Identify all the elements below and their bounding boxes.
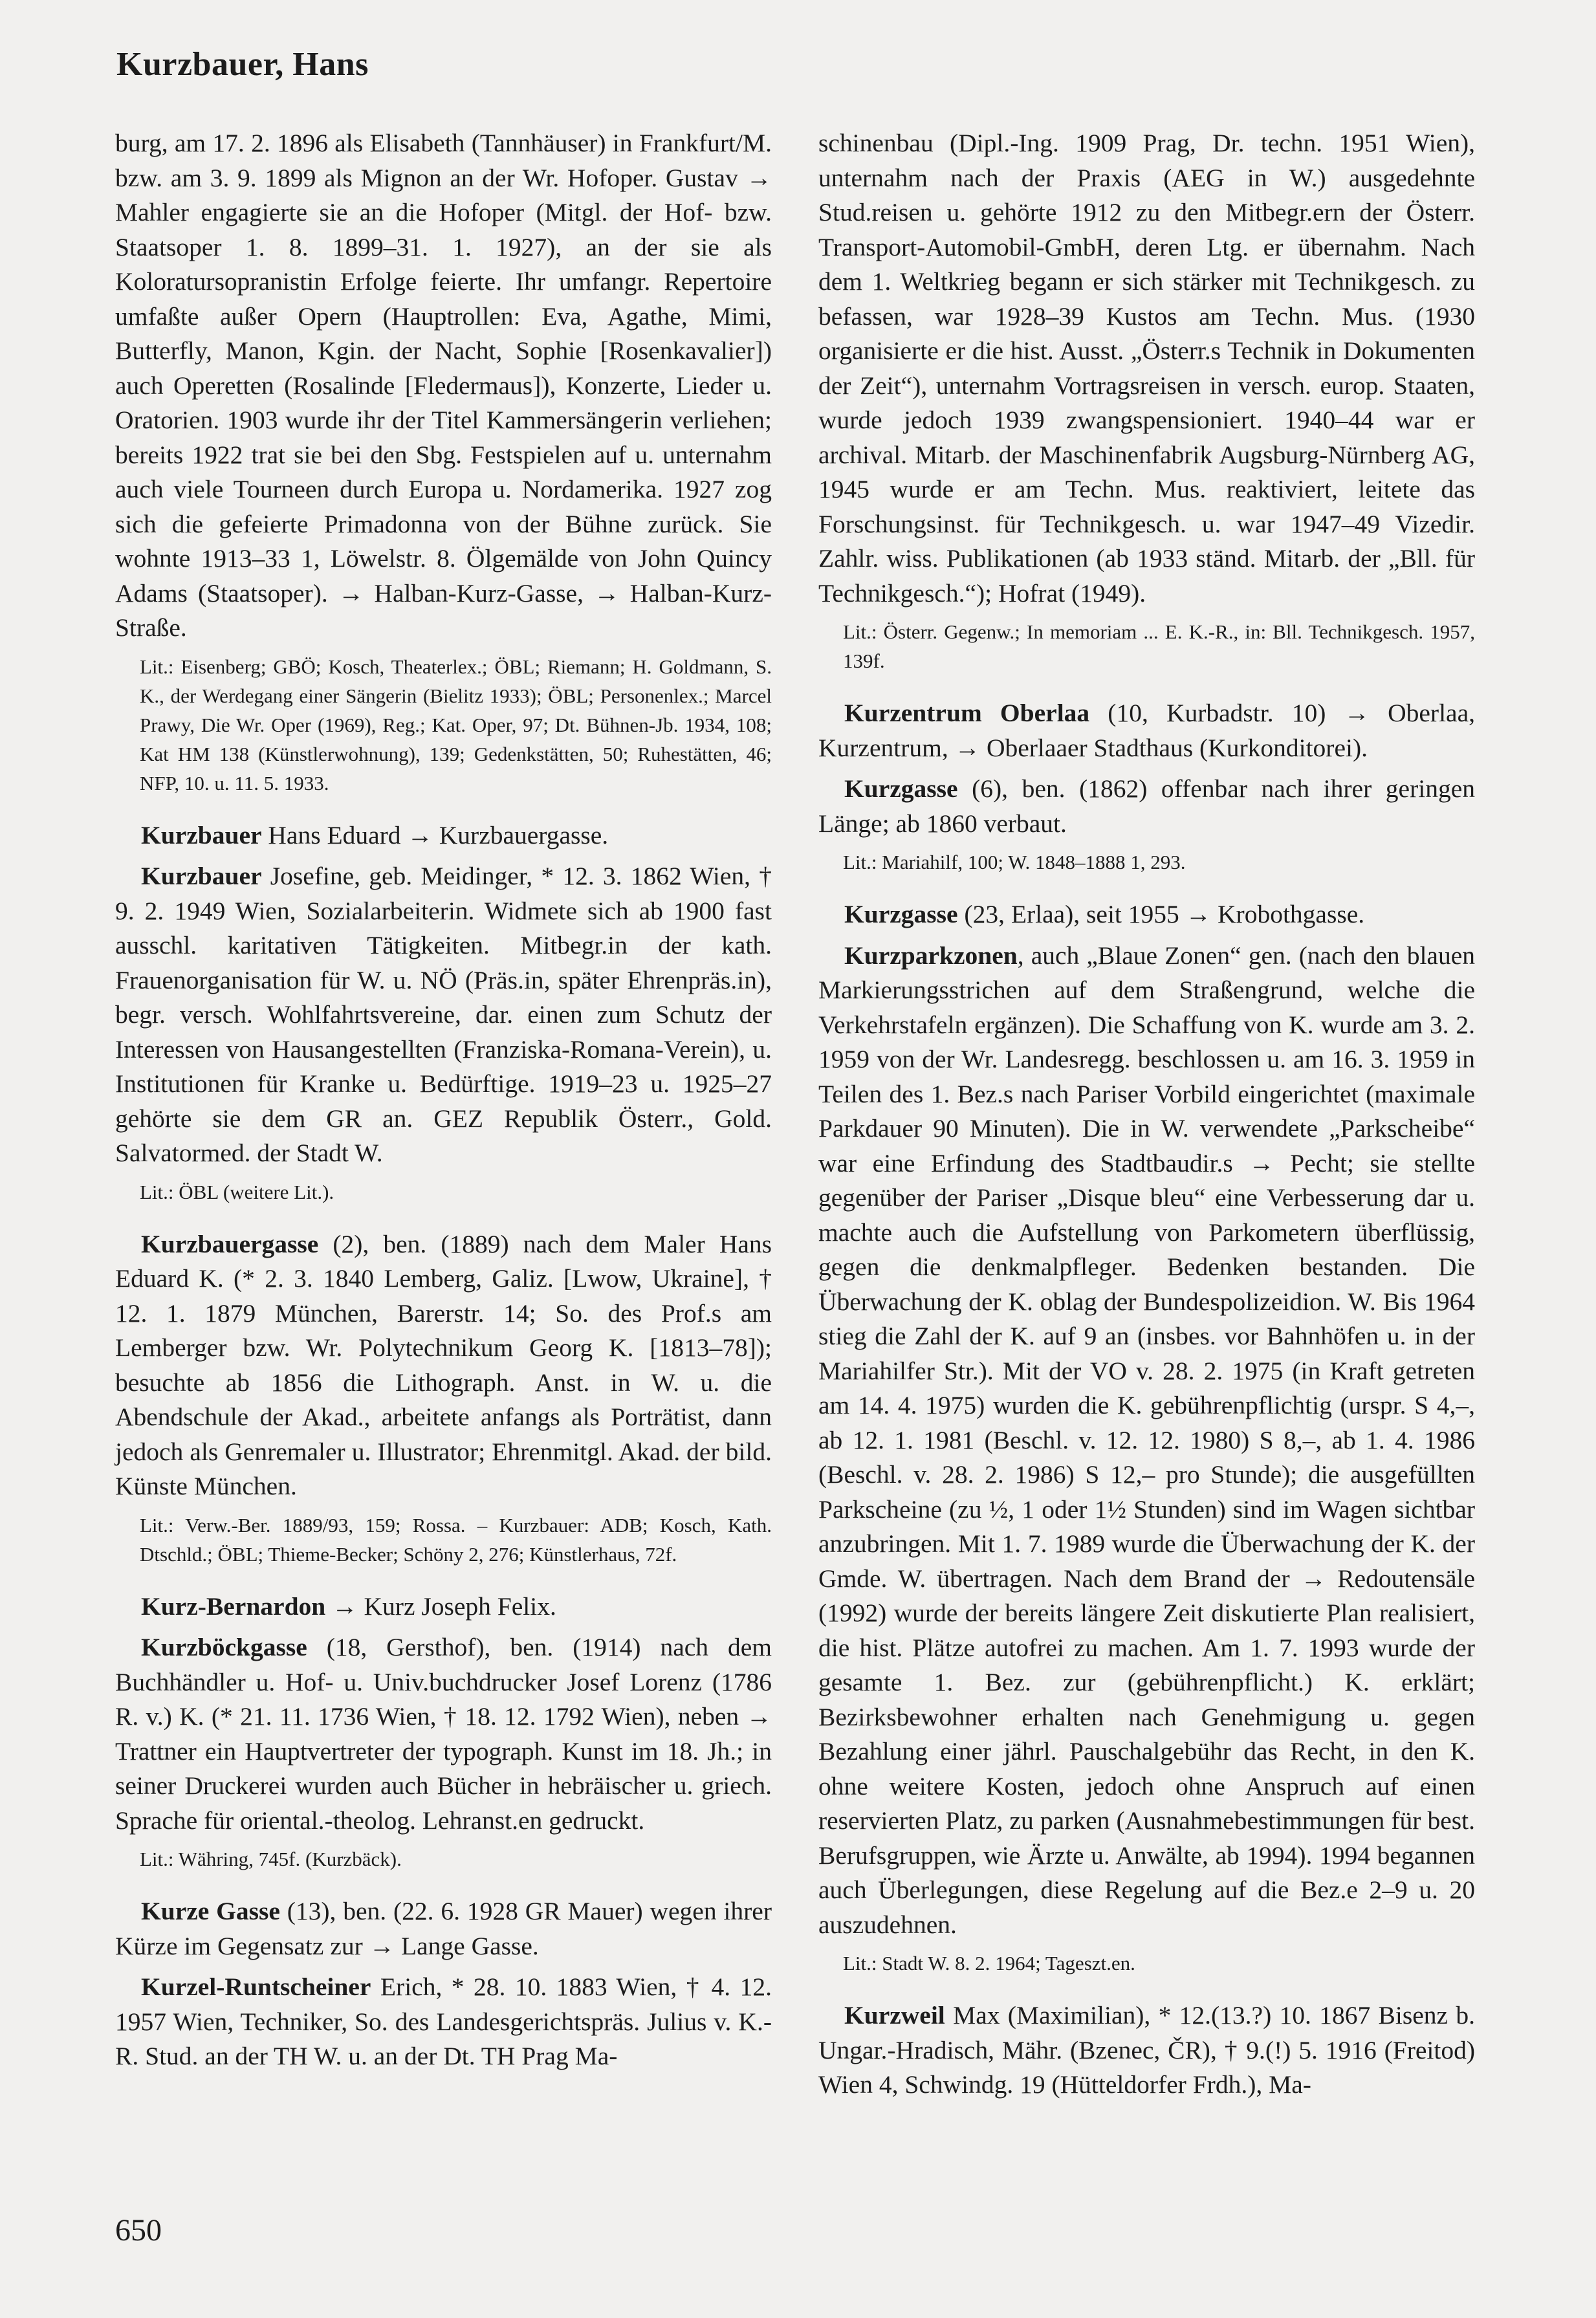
- entry-kurzbauergasse: [115, 1227, 772, 1504]
- entry-kurzparkzonen: [818, 939, 1475, 1943]
- entry-kurzbauer-josefine: [115, 859, 772, 1171]
- entry-headword: Kurzel-Runtscheiner: [141, 1973, 371, 2001]
- entry-headword: Kurzbauer: [141, 820, 262, 849]
- entry-continuation: burg, am 17. 2. 1896 als Elisabeth (Tannhäuser) in Frankfurt/M. bzw. am 3. 9. 1899 als Mignon an der Wr. Hofoper. Gustav → Mahler engagierte sie an die Hofoper (Mitgl. der Hof- bzw. Staatsoper 1. 8. 1899–31. 1. 1927), an der sie als Koloratursopranistin Erfolge feierte. Ihr umfangr. Repertoire umfaßte außer Opern (Hauptrollen: Eva, Agathe, Mimi, Butterfly, Manon, Kgin. der Nacht, Sophie [Rosenkavalier]) auch Operetten (Rosalinde [Fledermaus]), Konzerte, Lieder u. Oratorien. 1903 wurde ihr der Titel Kammersängerin verliehen; bereits 1922 trat sie bei den Sbg. Festspielen auf u. unternahm auch viele Tourneen durch Europa u. Nordamerika. 1927 zog sich die gefeierte Primadonna von der Bühne zurück. Sie wohnte 1913–33 1, Löwelstr. 8. Ölgemälde von John Quincy Adams (Staatsoper). → Halban-Kurz-Gasse, → Halban-Kurz-Straße.: [115, 129, 772, 642]
- entry-body: → Kurz Joseph Felix.: [325, 1591, 556, 1621]
- literature-note: Lit.: ÖBL (weitere Lit.).: [140, 1180, 334, 1203]
- literature-note: Lit.: Österr. Gegenw.; In memoriam ... E. K.-R., in: Bll. Technikgesch. 1957, 139f.: [843, 620, 1475, 672]
- entry-body: Erich, * 28. 10. 1883 Wien, † 4. 12. 1957 Wien, Techniker, So. des Landesgerichtspräs. Julius v. K.-R. Stud. an der TH W. u. an der Dt. TH Prag Ma-: [115, 1973, 772, 2070]
- literature-note: Lit.: Verw.-Ber. 1889/93, 159; Rossa. – Kurzbauer: ADB; Kosch, Kath. Dtschld.; ÖBL; Thieme-Becker; Schöny 2, 276; Künstlerhaus, 72f.: [140, 1513, 772, 1566]
- right-column: [818, 126, 1475, 2109]
- entry-kurzentrum-oberlaa: [818, 696, 1475, 765]
- literature-note: Lit.: Währing, 745f. (Kurzbäck).: [140, 1848, 402, 1870]
- entry-body: (13), ben. (22. 6. 1928 GR Mauer) wegen ihrer Kürze im Gegensatz zur → Lange Gasse.: [115, 1897, 772, 1960]
- entry-headword: Kurzböckgasse: [141, 1633, 307, 1661]
- entry-headword: Kurz-Bernardon: [141, 1591, 326, 1621]
- entry-body: Max (Maximilian), * 12.(13.?) 10. 1867 Bisenz b. Ungar.-Hradisch, Mähr. (Bzenec, ČR), † 9.(!) 5. 1916 (Freitod) Wien 4, Schwindg. 19 (Hütteldorfer Frdh.), Ma-: [818, 2001, 1475, 2099]
- entry-kurzel-runtscheiner: [115, 1970, 772, 2074]
- entry-body: , auch „Blaue Zonen“ gen. (nach den blauen Markierungsstrichen auf dem Straßengrund, welche die Verkehrstafeln ergänzen). Die Schaffung von K. wurde am 3. 2. 1959 von der Wr. Landesregg. beschlossen u. am 16. 3. 1959 in Teilen des 1. Bez.s nach Pariser Vorbild eingerichtet (maximale Parkdauer 90 Minuten). Die in W. verwendete „Parkscheibe“ war eine Erfindung des Stadtbaudir.s → Pecht; sie stellte gegenüber der Pariser „Disque bleu“ eine Verbesserung dar u. machte auch die Aufstellung von Parkometern überflüssig, gegen die denkmalpfleger. Bedenken bestanden. Die Überwachung der K. oblag der Bundespolizeidion. W. Bis 1964 stieg die Zahl der K. auf 9 an (insbes. vor Bahnhöfen u. in der Mariahilfer Str.). Mit der VO v. 28. 2. 1975 (in Kraft getreten am 14. 4. 1975) wurden die K. gebührenpflichtig (urspr. S 4,–, ab 12. 1. 1981 (Beschl. v. 12. 12. 1980) S 8,–, ab 1. 4. 1986 (Beschl. v. 28. 2. 1986) S 12,– pro Stunde); die ausgefüllten Parkscheine (zu ½, 1 oder 1½ Stunden) sind im Wagen sichtbar anzubringen. Mit 1. 7. 1989 wurde die Überwachung der K. der Gmde. W. übertragen. Nach dem Brand der → Redoutensäle (1992) wurde der bereits längere Zeit diskutierte Plan realisiert, die hist. Plätze autofrei zu machen. Am 1. 7. 1993 wurde der gesamte 1. Bez. zur (gebührenpflicht.) K. erklärt; Bezirksbewohner erhalten nach Genehmigung u. gegen Bezahlung einer jährl. Pauschalgebühr das Recht, in den K. ohne weitere Kosten, jedoch ohne Anspruch auf einen reservierten Platz, zu parken (Ausnahmebestimmungen für best. Berufsgruppen, wie Ärzte u. Anwälte, ab 1994). 1994 begannen auch Überlegungen, diese Regelung auf die Bez.e 2–9 u. 20 auszudehnen.: [818, 941, 1475, 1939]
- entry-body: (2), ben. (1889) nach dem Maler Hans Eduard K. (* 2. 3. 1840 Lemberg, Galiz. [Lwow, Ukraine], † 12. 1. 1879 München, Barerstr. 14; So. des Prof.s am Lemberger bzw. Wr. Polytechnikum Georg K. [1813–78]); besuchte ab 1856 die Lithograph. Anst. in W. u. die Abendschule der Akad., arbeitete anfangs als Porträtist, dann jedoch als Genremaler u. Illustrator; Ehrenmitgl. Akad. der bild. Künste München.: [115, 1229, 772, 1500]
- entry-body: Josefine, geb. Meidinger, * 12. 3. 1862 Wien, † 9. 2. 1949 Wien, Sozialarbeiterin. Widmete sich ab 1900 fast ausschl. karitativen Tätigkeiten. Mitbegr.in der kath. Frauenorganisation für W. u. NÖ (Präs.in, später Ehrenpräs.in), begr. versch. Wohlfahrtsvereine, dar. einen zum Schutz der Interessen von Hausangestellten (Franziska-Romana-Verein), u. Institutionen für Kranke u. Bedürftige. 1919–23 u. 1925–27 gehörte sie dem GR an. GEZ Republik Österr., Gold. Salvatormed. der Stadt W.: [115, 862, 772, 1167]
- entry-kurz-bernardon: [115, 1590, 772, 1624]
- entry-kurzweil: [818, 1998, 1475, 2103]
- entry-headword: Kurzgasse: [844, 774, 958, 803]
- entry-headword: Kurzweil: [844, 2001, 945, 2029]
- entry-body: (18, Gersthof), ben. (1914) nach dem Buchhändler u. Hof- u. Univ.buchdrucker Josef Lorenz (1786 R. v.) K. (* 21. 11. 1736 Wien, † 18. 12. 1792 Wien), neben → Trattner ein Hauptvertreter der typograph. Kunst im 18. Jh.; in seiner Druckerei wurden auch Bücher in hebräischer u. griech. Sprache für oriental.-theolog. Lehranst.en gedruckt.: [115, 1633, 772, 1835]
- entry-body: (10, Kurbadstr. 10) → Oberlaa, Kurzentrum, → Oberlaaer Stadthaus (Kurkonditorei).: [818, 699, 1475, 762]
- entry-headword: Kurzbauergasse: [141, 1229, 319, 1258]
- page-header-title: Kurzbauer, Hans: [116, 46, 369, 83]
- entry-body: (6), ben. (1862) offenbar nach ihrer geringen Länge; ab 1860 verbaut.: [818, 774, 1475, 838]
- left-column: [115, 126, 772, 2081]
- entry-kurze-gasse: [115, 1894, 772, 1963]
- entry-continuation: schinenbau (Dipl.-Ing. 1909 Prag, Dr. techn. 1951 Wien), unternahm nach der Praxis (AEG in W.) ausgedehnte Stud.reisen u. gehörte 1912 zu den Mitbegr.ern der Österr. Transport-Automobil-GmbH, deren Ltg. er übernahm. Nach dem 1. Weltkrieg begann er sich stärker mit Technikgesch. zu befassen, war 1928–39 Kustos am Techn. Mus. (1930 organisierte er die hist. Ausst. „Österr.s Technik in Dokumenten der Zeit“), unternahm Vortragsreisen in versch. europ. Staaten, wurde jedoch 1939 zwangspensioniert. 1940–44 war er archival. Mitarb. der Maschinenfabrik Augsburg-Nürnberg AG, 1945 wurde er am Techn. Mus. reaktiviert, leitete das Forschungsinst. für Technikgesch. u. war 1947–49 Vizedir. Zahlr. wiss. Publikationen (ab 1933 ständ. Mitarb. der „Bll. für Technikgesch.“); Hofrat (1949).: [818, 129, 1475, 607]
- literature-note: Lit.: Mariahilf, 100; W. 1848–1888 1, 293.: [843, 851, 1186, 873]
- entry-headword: Kurzparkzonen: [844, 941, 1018, 970]
- entry-headword: Kurzentrum Oberlaa: [844, 699, 1090, 727]
- entry-kurzboeckgasse: [115, 1630, 772, 1838]
- entry-body: (23, Erlaa), seit 1955 → Krobothgasse.: [957, 900, 1365, 928]
- entry-body: Hans Eduard → Kurzbauergasse.: [261, 820, 609, 849]
- entry-kurzgasse-6: [818, 772, 1475, 841]
- literature-note: Lit.: Stadt W. 8. 2. 1964; Tageszt.en.: [843, 1952, 1135, 1974]
- literature-note: Lit.: Eisenberg; GBÖ; Kosch, Theaterlex.; ÖBL; Riemann; H. Goldmann, S. K., der Werdegang einer Sängerin (Bielitz 1933); ÖBL; Personenlex.; Marcel Prawy, Die Wr. Oper (1969), Reg.; Kat. Oper, 97; Dt. Bühnen-Jb. 1934, 108; Kat HM 138 (Künstlerwohnung), 139; Gedenkstätten, 50; Ruhestätten, 46; NFP, 10. u. 11. 5. 1933.: [140, 655, 772, 794]
- entry-headword: Kurzbauer: [141, 862, 262, 890]
- entry-headword: Kurze Gasse: [141, 1897, 280, 1925]
- entry-kurzbauer-hans-eduard: [115, 818, 772, 853]
- entry-headword: Kurzgasse: [844, 900, 958, 928]
- page-number: 650: [115, 2213, 162, 2247]
- entry-kurzgasse-23: [818, 897, 1475, 932]
